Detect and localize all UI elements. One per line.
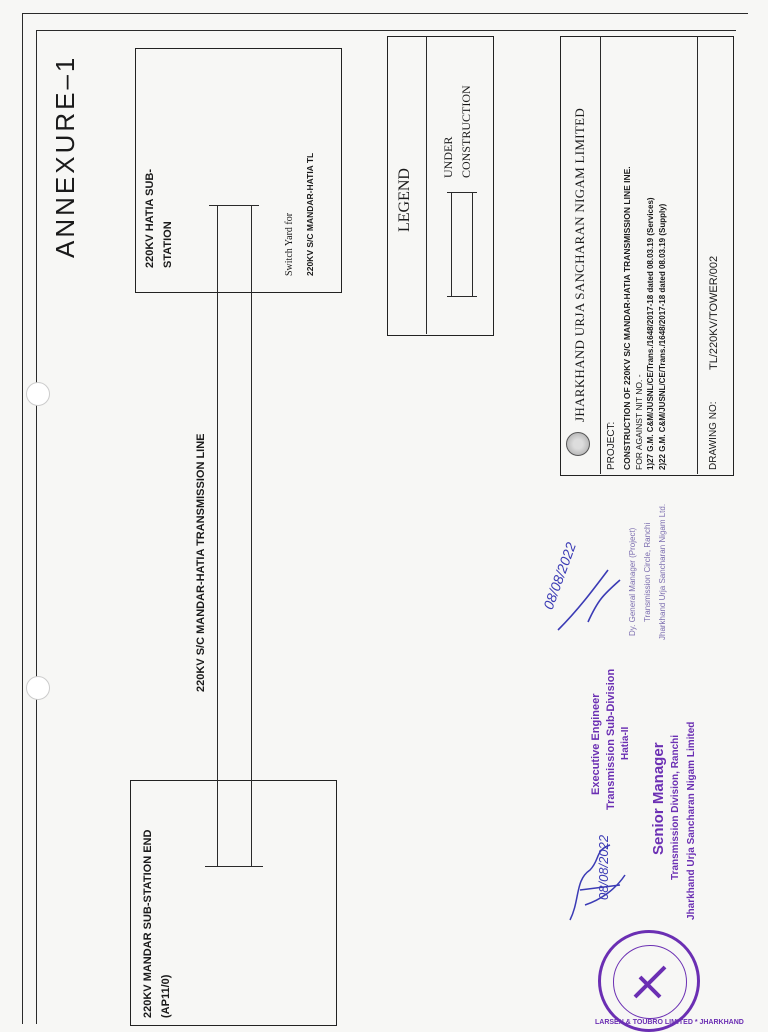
hatia-substation-label-1: 220KV HATIA SUB- bbox=[144, 168, 156, 268]
punch-hole bbox=[26, 676, 50, 700]
switchyard-label-1: Switch Yard for bbox=[284, 212, 295, 276]
dgm-signature-icon bbox=[548, 560, 638, 640]
drawing-no-label: DRAWING NO: bbox=[708, 401, 719, 470]
punch-hole bbox=[26, 382, 50, 406]
signature-icon bbox=[560, 830, 640, 930]
project-line-4: 2)22 G.M. C&M/JUSNL/CE/Trans./1648/2017-18 dated 08.03.19 (Supply) bbox=[658, 203, 667, 470]
transmission-line-label: 220KV S/C MANDAR-HATIA TRANSMISSION LINE bbox=[195, 433, 207, 692]
signature-date: 08/08/2022 bbox=[596, 834, 611, 900]
project-line-2: FOR AGAINST NIT NO. - bbox=[634, 374, 644, 470]
hatia-substation-label-2: STATION bbox=[162, 221, 174, 268]
drawing-no-value: TL/220KV/TOWER/002 bbox=[708, 255, 720, 370]
mandar-substation-label: 220KV MANDAR SUB-STATION END bbox=[142, 829, 154, 1018]
project-line-1: CONSTRUCTION OF 220KV S/C MANDAR-HATIA TRANSMISSION LINE INE. bbox=[622, 166, 632, 470]
company-logo-icon bbox=[566, 432, 590, 456]
project-label: PROJECT: bbox=[606, 421, 617, 470]
legend-item-label-1: UNDER bbox=[441, 136, 455, 178]
dgm-signature-date: 08/08/2022 bbox=[540, 540, 580, 612]
legend-title: LEGEND bbox=[396, 168, 413, 232]
company-seal-icon: LARSEN & TOUBRO LIMITED * JHARKHAND bbox=[598, 930, 700, 1032]
mandar-substation-sub: (AP11/0) bbox=[160, 974, 172, 1018]
legend-item-label-2: CONSTRUCTION bbox=[459, 85, 473, 178]
project-line-3: 1)27 G.M. C&M/JUSNL/CE/Trans./1648/2017-18 dated 08.03.19 (Services) bbox=[646, 197, 655, 470]
company-name: JHARKHAND URJA SANCHARAN NIGAM LIMITED bbox=[572, 107, 587, 422]
switchyard-label-2: 220KV S/C MANDAR-HATIA TL bbox=[305, 152, 315, 276]
annexure-title: ANNEXURE–1 bbox=[50, 54, 80, 258]
